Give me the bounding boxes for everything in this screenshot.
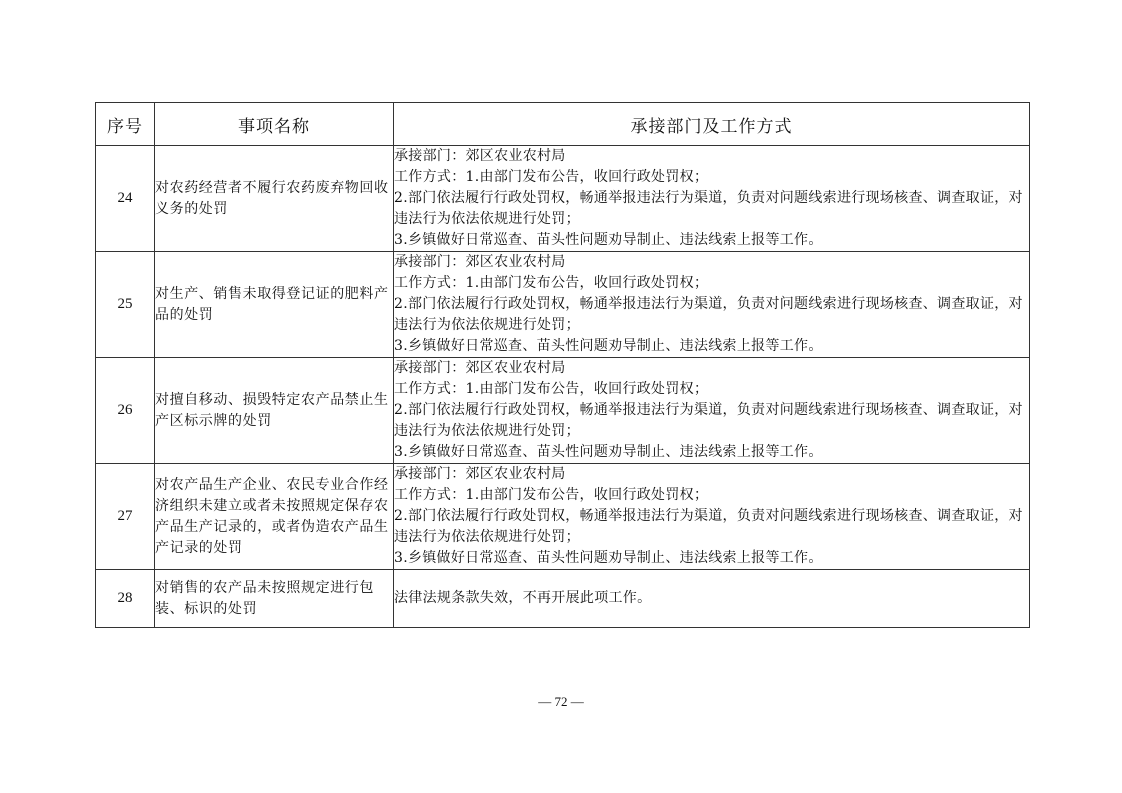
row-serial-number: 24	[96, 146, 155, 252]
method-step-2: 2.部门依法履行行政处罚权，畅通举报违法行为渠道，负责对问题线索进行现场核查、调查取证，对违法行为依法依规进行处罚；	[394, 190, 1023, 227]
header-serial-number: 序号	[96, 103, 155, 146]
row-item-name: 对农产品生产企业、农民专业合作经济组织未建立或者未按照规定保存农产品生产记录的，或者伪造农产品生产记录的处罚	[155, 464, 394, 570]
row-serial-number: 25	[96, 252, 155, 358]
row-department-method	[394, 146, 1030, 252]
row-item-name: 对农药经营者不履行农药废弃物回收义务的处罚	[155, 146, 394, 252]
header-department-method: 承接部门及工作方式	[394, 103, 1030, 146]
row-department-method	[394, 358, 1030, 464]
authority-table	[95, 102, 1030, 628]
method-step-3: 3.乡镇做好日常巡查、苗头性问题劝导制止、违法线索上报等工作。	[394, 338, 823, 354]
page-number: — 72 —	[538, 694, 584, 709]
row-item-name: 对生产、销售未取得登记证的肥料产品的处罚	[155, 252, 394, 358]
row-serial-number: 27	[96, 464, 155, 570]
method-line: 工作方式：1.由部门发布公告，收回行政处罚权；	[394, 381, 709, 397]
table-row	[96, 252, 1030, 358]
table-row	[96, 570, 1030, 628]
header-item-name: 事项名称	[155, 103, 394, 146]
method-line: 工作方式：1.由部门发布公告，收回行政处罚权；	[394, 275, 709, 291]
row-serial-number: 28	[96, 570, 155, 628]
method-step-3: 3.乡镇做好日常巡查、苗头性问题劝导制止、违法线索上报等工作。	[394, 444, 823, 460]
method-line: 工作方式：1.由部门发布公告，收回行政处罚权；	[394, 487, 709, 503]
department-line: 承接部门：郊区农业农村局	[394, 148, 566, 164]
method-step-2: 2.部门依法履行行政处罚权，畅通举报违法行为渠道，负责对问题线索进行现场核查、调查取证，对违法行为依法依规进行处罚；	[394, 296, 1023, 333]
row-item-name: 对擅自移动、损毁特定农产品禁止生产区标示牌的处罚	[155, 358, 394, 464]
row-department-method	[394, 570, 1030, 628]
department-line: 承接部门：郊区农业农村局	[394, 360, 566, 376]
status-note: 法律法规条款失效，不再开展此项工作。	[394, 590, 652, 606]
method-step-3: 3.乡镇做好日常巡查、苗头性问题劝导制止、违法线索上报等工作。	[394, 232, 823, 248]
method-step-3: 3.乡镇做好日常巡查、苗头性问题劝导制止、违法线索上报等工作。	[394, 550, 823, 566]
row-item-name: 对销售的农产品未按照规定进行包装、标识的处罚	[155, 570, 394, 628]
method-step-2: 2.部门依法履行行政处罚权，畅通举报违法行为渠道，负责对问题线索进行现场核查、调查取证，对违法行为依法依规进行处罚；	[394, 402, 1023, 439]
department-line: 承接部门：郊区农业农村局	[394, 466, 566, 482]
method-step-2: 2.部门依法履行行政处罚权，畅通举报违法行为渠道，负责对问题线索进行现场核查、调查取证，对违法行为依法依规进行处罚；	[394, 508, 1023, 545]
row-department-method	[394, 252, 1030, 358]
row-serial-number: 26	[96, 358, 155, 464]
table-row	[96, 358, 1030, 464]
table-row	[96, 464, 1030, 570]
table-header-row	[96, 103, 1030, 146]
table-row	[96, 146, 1030, 252]
department-line: 承接部门：郊区农业农村局	[394, 254, 566, 270]
method-line: 工作方式：1.由部门发布公告，收回行政处罚权；	[394, 169, 709, 185]
row-department-method	[394, 464, 1030, 570]
